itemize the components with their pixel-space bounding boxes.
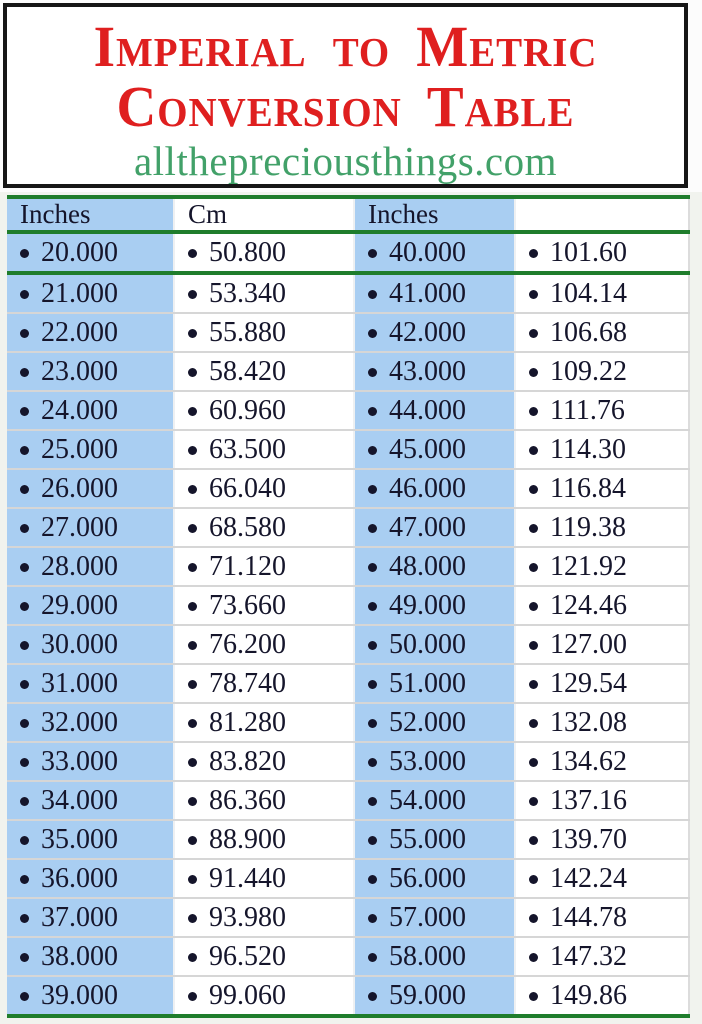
bullet-icon (529, 602, 538, 611)
bullet-icon (368, 602, 377, 611)
cell-inches (354, 586, 515, 625)
cell-inches (7, 703, 174, 742)
cell-value: 132.08 (550, 706, 627, 738)
bullet-icon (188, 719, 197, 728)
cell-inches (7, 937, 174, 976)
cell-inches (354, 820, 515, 859)
bullet-icon (20, 524, 29, 533)
table-row (7, 586, 689, 625)
bullet-icon (20, 797, 29, 806)
cell-value: 35.000 (41, 823, 118, 855)
cell-inches (7, 781, 174, 820)
cell-cm (515, 469, 689, 508)
cell-value: 24.000 (41, 394, 118, 426)
bullet-icon (20, 680, 29, 689)
table-row (7, 937, 689, 976)
cell-value: 52.000 (389, 706, 466, 738)
bullet-icon (529, 524, 538, 533)
cell-value: 134.62 (550, 745, 627, 777)
bullet-icon (188, 290, 197, 299)
cell-cm (515, 703, 689, 742)
col-header-cm-left: Cm (174, 197, 354, 232)
col-header-inches-right: Inches (354, 197, 515, 232)
bullet-icon (368, 563, 377, 572)
cell-value: 30.000 (41, 628, 118, 660)
bullet-icon (529, 446, 538, 455)
cell-inches (7, 742, 174, 781)
cell-value: 144.78 (550, 901, 627, 933)
bullet-icon (188, 992, 197, 1001)
table-row (7, 547, 689, 586)
cell-inches (7, 232, 174, 273)
cell-value: 45.000 (389, 433, 466, 465)
table-row (7, 313, 689, 352)
cell-cm (174, 859, 354, 898)
cell-inches (354, 664, 515, 703)
cell-value: 23.000 (41, 355, 118, 387)
cell-value: 46.000 (389, 472, 466, 504)
cell-value: 129.54 (550, 667, 627, 699)
bullet-icon (20, 719, 29, 728)
table-row (7, 391, 689, 430)
cell-cm (174, 352, 354, 391)
cell-cm (174, 664, 354, 703)
bullet-icon (368, 914, 377, 923)
cell-value: 32.000 (41, 706, 118, 738)
cell-cm (515, 391, 689, 430)
cell-inches (7, 391, 174, 430)
cell-cm (515, 232, 689, 273)
cell-inches (7, 820, 174, 859)
cell-value: 27.000 (41, 511, 118, 543)
cell-value: 58.000 (389, 940, 466, 972)
cell-value: 49.000 (389, 589, 466, 621)
bullet-icon (188, 758, 197, 767)
header-panel (3, 3, 688, 188)
bullet-icon (529, 641, 538, 650)
bullet-icon (368, 368, 377, 377)
bullet-icon (188, 249, 197, 258)
cell-value: 121.92 (550, 550, 627, 582)
cell-value: 21.000 (41, 277, 118, 309)
cell-value: 78.740 (209, 667, 286, 699)
cell-inches (354, 547, 515, 586)
cell-value: 137.16 (550, 784, 627, 816)
cell-inches (7, 586, 174, 625)
cell-value: 68.580 (209, 511, 286, 543)
cell-value: 83.820 (209, 745, 286, 777)
table-row (7, 820, 689, 859)
cell-inches (354, 313, 515, 352)
cell-inches (7, 508, 174, 547)
cell-inches (7, 430, 174, 469)
cell-value: 55.000 (389, 823, 466, 855)
cell-value: 36.000 (41, 862, 118, 894)
cell-inches (354, 352, 515, 391)
bullet-icon (188, 797, 197, 806)
cell-cm (515, 820, 689, 859)
cell-value: 73.660 (209, 589, 286, 621)
col-header-inches-left: Inches (7, 197, 174, 232)
cell-value: 42.000 (389, 316, 466, 348)
cell-cm (174, 625, 354, 664)
bullet-icon (368, 719, 377, 728)
cell-cm (515, 664, 689, 703)
cell-cm (174, 976, 354, 1016)
cell-value: 43.000 (389, 355, 466, 387)
table-row (7, 508, 689, 547)
bullet-icon (529, 407, 538, 416)
bullet-icon (529, 290, 538, 299)
bullet-icon (529, 758, 538, 767)
cell-value: 33.000 (41, 745, 118, 777)
bullet-icon (529, 719, 538, 728)
cell-inches (354, 937, 515, 976)
cell-inches (354, 273, 515, 313)
cell-value: 25.000 (41, 433, 118, 465)
cell-cm (174, 742, 354, 781)
bullet-icon (20, 641, 29, 650)
cell-cm (515, 273, 689, 313)
conversion-table-wrapper (7, 195, 690, 1018)
cell-value: 58.420 (209, 355, 286, 387)
cell-cm (515, 742, 689, 781)
bullet-icon (20, 329, 29, 338)
cell-inches (7, 313, 174, 352)
bullet-icon (368, 875, 377, 884)
bullet-icon (20, 875, 29, 884)
cell-cm (174, 820, 354, 859)
table-row (7, 430, 689, 469)
cell-inches (7, 859, 174, 898)
bullet-icon (188, 329, 197, 338)
bullet-icon (368, 524, 377, 533)
bullet-icon (529, 563, 538, 572)
cell-value: 99.060 (209, 979, 286, 1011)
cell-cm (515, 859, 689, 898)
cell-cm (515, 430, 689, 469)
cell-value: 109.22 (550, 355, 627, 387)
cell-inches (7, 352, 174, 391)
cell-value: 59.000 (389, 979, 466, 1011)
cell-value: 106.68 (550, 316, 627, 348)
bullet-icon (188, 368, 197, 377)
cell-inches (354, 469, 515, 508)
cell-inches (354, 976, 515, 1016)
cell-cm (515, 547, 689, 586)
bullet-icon (529, 836, 538, 845)
table-row (7, 352, 689, 391)
cell-value: 44.000 (389, 394, 466, 426)
cell-value: 40.000 (389, 236, 466, 268)
bullet-icon (529, 992, 538, 1001)
bullet-icon (20, 953, 29, 962)
cell-value: 41.000 (389, 277, 466, 309)
bullet-icon (20, 602, 29, 611)
cell-value: 139.70 (550, 823, 627, 855)
conversion-table (7, 195, 690, 1018)
bullet-icon (20, 563, 29, 572)
cell-inches (7, 898, 174, 937)
cell-cm (174, 391, 354, 430)
bullet-icon (20, 758, 29, 767)
cell-cm (174, 313, 354, 352)
bullet-icon (368, 329, 377, 338)
table-row (7, 703, 689, 742)
bullet-icon (529, 953, 538, 962)
cell-inches (354, 391, 515, 430)
cell-inches (354, 859, 515, 898)
bullet-icon (368, 797, 377, 806)
cell-value: 57.000 (389, 901, 466, 933)
bullet-icon (188, 875, 197, 884)
cell-value: 104.14 (550, 277, 627, 309)
bullet-icon (529, 329, 538, 338)
table-row (7, 742, 689, 781)
cell-cm (174, 273, 354, 313)
cell-inches (7, 469, 174, 508)
bullet-icon (188, 914, 197, 923)
table-row (7, 664, 689, 703)
bullet-icon (188, 836, 197, 845)
bullet-icon (20, 407, 29, 416)
table-row (7, 976, 689, 1016)
bullet-icon (529, 797, 538, 806)
cell-value: 114.30 (550, 433, 626, 465)
table-row (7, 273, 689, 313)
bullet-icon (529, 485, 538, 494)
cell-inches (354, 703, 515, 742)
cell-cm (515, 781, 689, 820)
cell-cm (174, 547, 354, 586)
cell-value: 149.86 (550, 979, 627, 1011)
bullet-icon (20, 368, 29, 377)
bullet-icon (529, 875, 538, 884)
cell-cm (174, 898, 354, 937)
cell-value: 22.000 (41, 316, 118, 348)
bullet-icon (20, 249, 29, 258)
bullet-icon (20, 914, 29, 923)
cell-value: 91.440 (209, 862, 286, 894)
bullet-icon (529, 680, 538, 689)
table-row (7, 859, 689, 898)
cell-cm (174, 586, 354, 625)
cell-value: 93.980 (209, 901, 286, 933)
bullet-icon (368, 953, 377, 962)
cell-value: 147.32 (550, 940, 627, 972)
cell-cm (174, 430, 354, 469)
bullet-icon (529, 249, 538, 258)
col-header-cm-right (515, 197, 689, 232)
cell-cm (174, 232, 354, 273)
table-header (7, 197, 689, 232)
page-title-line2: Conversion Table (116, 74, 575, 139)
cell-cm (515, 976, 689, 1016)
bullet-icon (368, 992, 377, 1001)
cell-cm (174, 937, 354, 976)
bullet-icon (368, 680, 377, 689)
bullet-icon (188, 602, 197, 611)
cell-value: 31.000 (41, 667, 118, 699)
cell-value: 101.60 (550, 236, 627, 268)
cell-value: 127.00 (550, 628, 627, 660)
cell-value: 119.38 (550, 511, 626, 543)
cell-value: 51.000 (389, 667, 466, 699)
bullet-icon (20, 992, 29, 1001)
cell-value: 60.960 (209, 394, 286, 426)
cell-value: 66.040 (209, 472, 286, 504)
cell-value: 116.84 (550, 472, 626, 504)
cell-cm (515, 352, 689, 391)
cell-inches (354, 232, 515, 273)
cell-value: 26.000 (41, 472, 118, 504)
cell-value: 48.000 (389, 550, 466, 582)
cell-value: 28.000 (41, 550, 118, 582)
cell-inches (354, 898, 515, 937)
cell-value: 47.000 (389, 511, 466, 543)
website-text: allthepreciousthings.com (133, 138, 558, 184)
cell-inches (7, 273, 174, 313)
bullet-icon (20, 485, 29, 494)
bullet-icon (368, 407, 377, 416)
cell-value: 71.120 (209, 550, 286, 582)
cell-value: 37.000 (41, 901, 118, 933)
cell-value: 29.000 (41, 589, 118, 621)
bullet-icon (188, 953, 197, 962)
cell-cm (515, 625, 689, 664)
cell-value: 88.900 (209, 823, 286, 855)
table-body (7, 232, 689, 1016)
cell-cm (515, 898, 689, 937)
cell-value: 111.76 (550, 394, 625, 426)
bullet-icon (368, 758, 377, 767)
header-row (7, 197, 689, 232)
cell-value: 76.200 (209, 628, 286, 660)
table-row (7, 781, 689, 820)
cell-inches (354, 508, 515, 547)
cell-cm (515, 313, 689, 352)
cell-value: 81.280 (209, 706, 286, 738)
cell-value: 56.000 (389, 862, 466, 894)
bullet-icon (188, 680, 197, 689)
cell-value: 142.24 (550, 862, 627, 894)
bullet-icon (529, 914, 538, 923)
cell-inches (354, 742, 515, 781)
table-row (7, 625, 689, 664)
table-row (7, 469, 689, 508)
cell-inches (7, 976, 174, 1016)
bullet-icon (368, 485, 377, 494)
bullet-icon (368, 249, 377, 258)
bullet-icon (188, 524, 197, 533)
bullet-icon (188, 641, 197, 650)
cell-value: 96.520 (209, 940, 286, 972)
table-row (7, 232, 689, 273)
cell-inches (354, 781, 515, 820)
cell-value: 124.46 (550, 589, 627, 621)
bullet-icon (368, 836, 377, 845)
cell-inches (354, 430, 515, 469)
bullet-icon (529, 368, 538, 377)
cell-value: 50.000 (389, 628, 466, 660)
cell-value: 54.000 (389, 784, 466, 816)
cell-inches (354, 625, 515, 664)
cell-inches (7, 664, 174, 703)
cell-value: 63.500 (209, 433, 286, 465)
cell-cm (174, 781, 354, 820)
cell-cm (174, 508, 354, 547)
cell-value: 39.000 (41, 979, 118, 1011)
cell-value: 50.800 (209, 236, 286, 268)
bullet-icon (368, 641, 377, 650)
bullet-icon (188, 563, 197, 572)
cell-cm (174, 469, 354, 508)
cell-value: 55.880 (209, 316, 286, 348)
page-title-line1: Imperial to Metric (93, 14, 598, 79)
cell-inches (7, 625, 174, 664)
cell-value: 38.000 (41, 940, 118, 972)
bullet-icon (368, 446, 377, 455)
cell-value: 20.000 (41, 236, 118, 268)
bullet-icon (188, 407, 197, 416)
bullet-icon (188, 485, 197, 494)
cell-value: 86.360 (209, 784, 286, 816)
cell-cm (515, 937, 689, 976)
bullet-icon (368, 290, 377, 299)
bullet-icon (20, 446, 29, 455)
cell-value: 34.000 (41, 784, 118, 816)
cell-value: 53.340 (209, 277, 286, 309)
cell-cm (515, 586, 689, 625)
cell-inches (7, 547, 174, 586)
cell-cm (174, 703, 354, 742)
bullet-icon (20, 290, 29, 299)
cell-cm (515, 508, 689, 547)
bullet-icon (188, 446, 197, 455)
bullet-icon (20, 836, 29, 845)
table-row (7, 898, 689, 937)
cell-value: 53.000 (389, 745, 466, 777)
